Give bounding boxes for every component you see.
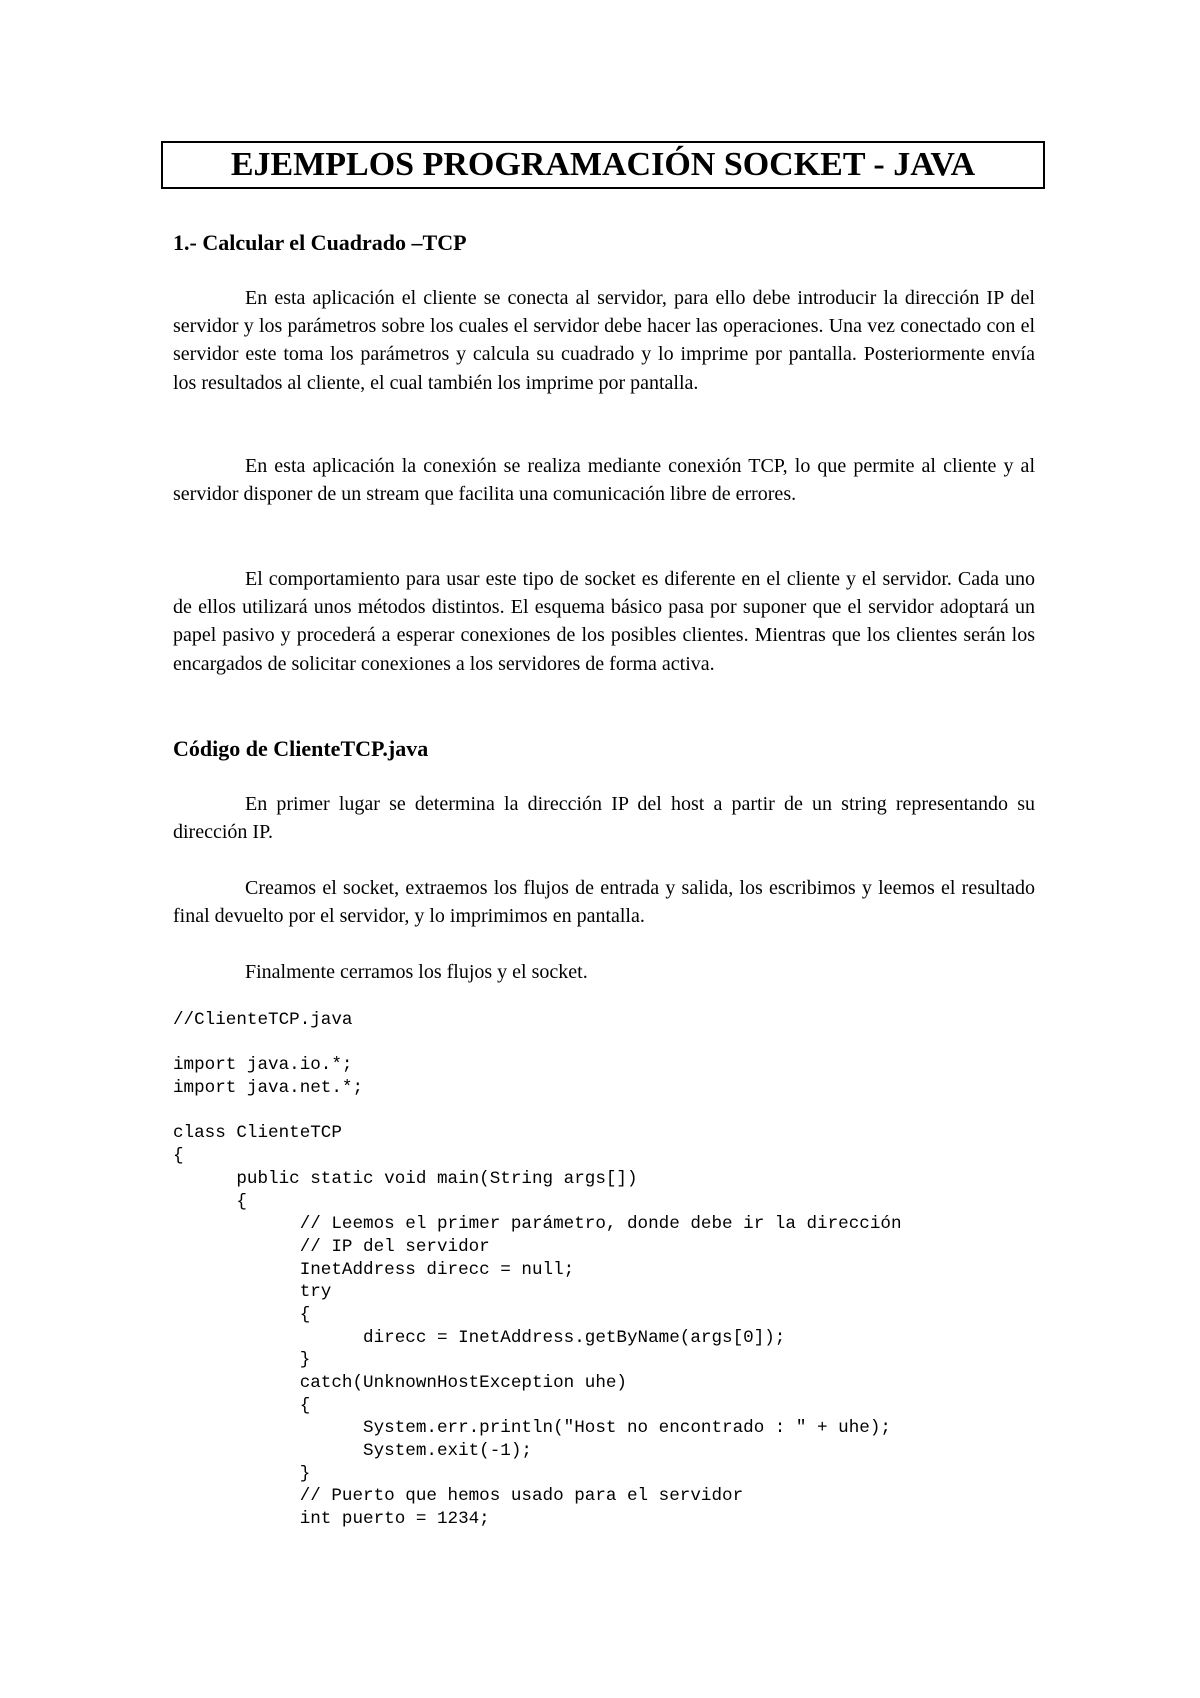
paragraph-intro bbox=[173, 284, 1035, 397]
document-title: EJEMPLOS PROGRAMACIÓN SOCKET - JAVA bbox=[161, 141, 1045, 189]
code-line: // Puerto que hemos usado para el servidor bbox=[173, 1486, 744, 1507]
paragraph-close bbox=[173, 958, 1035, 986]
paragraph-text: En esta aplicación la conexión se realiza mediante conexión TCP, lo que permite al cliente y al servidor disponer de un stream que facilita una comunicación libre de errores. bbox=[173, 455, 1035, 506]
paragraph-text: El comportamiento para usar este tipo de socket es diferente en el cliente y el servidor. Cada uno de ellos utilizará unos métodos distintos. El esquema básico pasa por suponer que el servidor adoptará un papel pasivo y procederá a esperar conexiones de los posibles clientes. Mientras que los clientes serán los encargados de solicitar conexiones a los servidores de forma activa. bbox=[173, 568, 1035, 675]
code-line: class ClienteTCP bbox=[173, 1123, 342, 1144]
section-heading: 1.- Calcular el Cuadrado –TCP bbox=[173, 230, 467, 255]
code-line: InetAddress direcc = null; bbox=[173, 1259, 575, 1280]
paragraph-behavior bbox=[173, 565, 1035, 678]
code-line: System.err.println("Host no encontrado : " + uhe); bbox=[173, 1418, 891, 1439]
code-line: direcc = InetAddress.getByName(args[0]); bbox=[173, 1327, 786, 1348]
code-line: { bbox=[173, 1395, 311, 1416]
code-line: catch(UnknownHostException uhe) bbox=[173, 1373, 627, 1393]
code-line: public static void main(String args[]) bbox=[173, 1168, 638, 1189]
paragraph-tcp bbox=[173, 452, 1035, 508]
code-line bbox=[173, 1100, 1073, 1123]
code-line: // Leemos el primer parámetro, donde debe ir la dirección bbox=[173, 1214, 902, 1235]
code-line: } bbox=[173, 1350, 311, 1371]
code-line: } bbox=[173, 1463, 311, 1484]
code-line: { bbox=[173, 1304, 311, 1325]
code-line: System.exit(-1); bbox=[173, 1441, 532, 1462]
code-line bbox=[173, 1032, 1073, 1055]
paragraph-ip bbox=[173, 790, 1035, 846]
paragraph-text: Finalmente cerramos los flujos y el socket. bbox=[245, 961, 588, 983]
paragraph-text: Creamos el socket, extraemos los flujos de entrada y salida, los escribimos y leemos el resultado final devuelto por el servidor, y lo imprimimos en pantalla. bbox=[173, 877, 1035, 928]
paragraph-text: En primer lugar se determina la dirección IP del host a partir de un string representando su dirección IP. bbox=[173, 793, 1035, 844]
code-line: { bbox=[173, 1146, 184, 1167]
paragraph-socket bbox=[173, 874, 1035, 930]
code-line: try bbox=[173, 1282, 332, 1303]
code-line: //ClienteTCP.java bbox=[173, 1010, 353, 1030]
code-heading: Código de ClienteTCP.java bbox=[173, 736, 429, 761]
code-line: int puerto = 1234; bbox=[173, 1509, 490, 1530]
code-line: { bbox=[173, 1191, 247, 1212]
paragraph-text: En esta aplicación el cliente se conecta al servidor, para ello debe introducir la dirección IP del servidor y los parámetros sobre los cuales el servidor debe hacer las operaciones. Una vez conectado con el servidor este toma los parámetros y calcula su cuadrado y lo imprime por pantalla. Posteriormente envía los resultados al cliente, el cual también los imprime por pantalla. bbox=[173, 287, 1035, 394]
code-line: import java.net.*; bbox=[173, 1078, 364, 1099]
code-line: // IP del servidor bbox=[173, 1236, 490, 1257]
code-block bbox=[173, 1009, 1073, 1531]
code-line: import java.io.*; bbox=[173, 1055, 353, 1076]
